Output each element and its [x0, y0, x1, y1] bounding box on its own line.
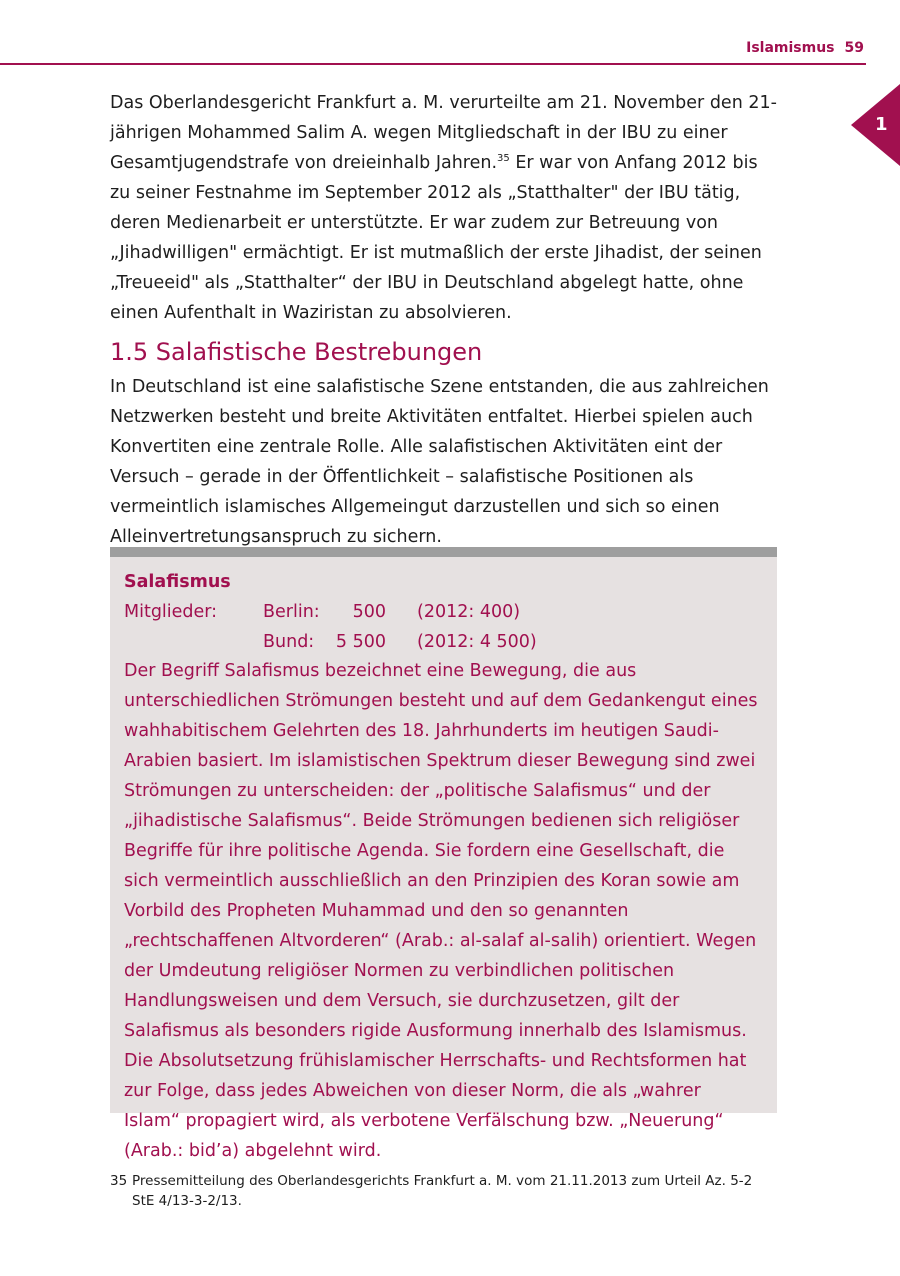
page-number: 59: [844, 40, 864, 56]
footnote-text: Pressemitteilung des Oberlandesgerichts Frankfurt a. M. vom 21.11.2013 zum Urteil Az. 5-2 StE 4/13-3-2/13.: [132, 1173, 753, 1209]
members-place: Bund:: [263, 632, 315, 652]
paragraph-intro-text: Das Oberlandesgericht Frankfurt a. M. verurteilte am 21. November den 21-jährigen Mohammed Salim A. wegen Mitgliedschaft in der IBU zu einer Gesamtjugendstrafe von dreieinhalb Jahren.: [110, 93, 777, 173]
section-paragraph: In Deutschland ist eine salafistische Szene entstanden, die aus zahlreichen Netzwerken besteht und breite Aktivitäten entfaltet. Hierbei spielen auch Konvertiten eine zentrale Rolle. Alle salafistischen Aktivitäten eint der Versuch – gerade in der Öffentlichkeit – salafistische Positionen als vermeintlich islamisches Allgemeingut darzustellen und sich so einen Alleinvertretungsanspruch zu sichern.: [110, 377, 769, 547]
section-heading: 1.5 Salafistische Bestrebungen: [110, 338, 483, 366]
members-place: Berlin:: [263, 602, 320, 622]
info-box-top-bar: [110, 547, 777, 557]
chapter-tab-number: 1: [875, 114, 888, 135]
members-previous: (2012: 400): [417, 602, 521, 622]
header-rule: [0, 63, 866, 65]
footnote-reference[interactable]: 35: [497, 153, 510, 165]
members-row-berlin: [124, 597, 764, 627]
info-box-text: Der Begriff Salafismus bezeichnet eine Bewegung, die aus unterschiedlichen Strömungen besteht und auf dem Gedankengut eines wahhabitischem Gelehrten des 18. Jahrhunderts im heutigen Saudi-Arabien basiert. Im islamistischen Spektrum dieser Bewegung sind zwei Strömungen zu unterscheiden: der „politische Salafismus“ und der „jihadistische Salafismus“. Beide Strömungen bedienen sich religiöser Begriffe für ihre politische Agenda. Sie fordern eine Gesellschaft, die sich vermeintlich ausschließlich an den Prinzipien des Koran sowie am Vorbild des Propheten Muhammad und den so genannten „rechtschaffenen Altvorderen“ (Arab.: al-salaf al-salih) orientiert. Wegen der Umdeutung religiöser Normen zu verbindlichen politischen Handlungsweisen und dem Versuch, sie durchzusetzen, gilt der Salafismus als besonders rigide Ausformung innerhalb des Islamismus. Die Absolutsetzung frühislamischer Herrschafts- und Rechtsformen hat zur Folge, dass jedes Abweichen von dieser Norm, die als „wahrer Islam“ propagiert wird, als verbotene Verfälschung bzw. „Neuerung“ (Arab.: bid’a) abgelehnt wird.: [124, 661, 758, 1161]
info-box-title: Salafismus: [124, 572, 231, 592]
members-count: 500: [352, 602, 386, 622]
running-header: [746, 40, 864, 56]
members-previous: (2012: 4 500): [417, 632, 537, 652]
members-row-bund: [124, 627, 764, 657]
members-label: Mitglieder:: [124, 602, 218, 622]
paragraph-intro-text-cont: Er war von Anfang 2012 bis zu seiner Festnahme im September 2012 als „Statthalter" der IBU tätig, deren Medienarbeit er unterstützte. Er war zudem zur Betreuung von „Jihadwilligen" ermächtigt. Er ist mutmaßlich der erste Jihadist, der seinen „Treueeid" als „Statthalter“ der IBU in Deutschland abgelegt hatte, ohne einen Aufenthalt in Waziristan zu absolvieren.: [110, 153, 762, 323]
members-count: 5 500: [335, 632, 386, 652]
paragraph-intro: [110, 88, 777, 328]
header-section-title: Islamismus: [746, 40, 835, 56]
footnote: [110, 1171, 770, 1211]
footnote-number: 35: [110, 1173, 128, 1189]
